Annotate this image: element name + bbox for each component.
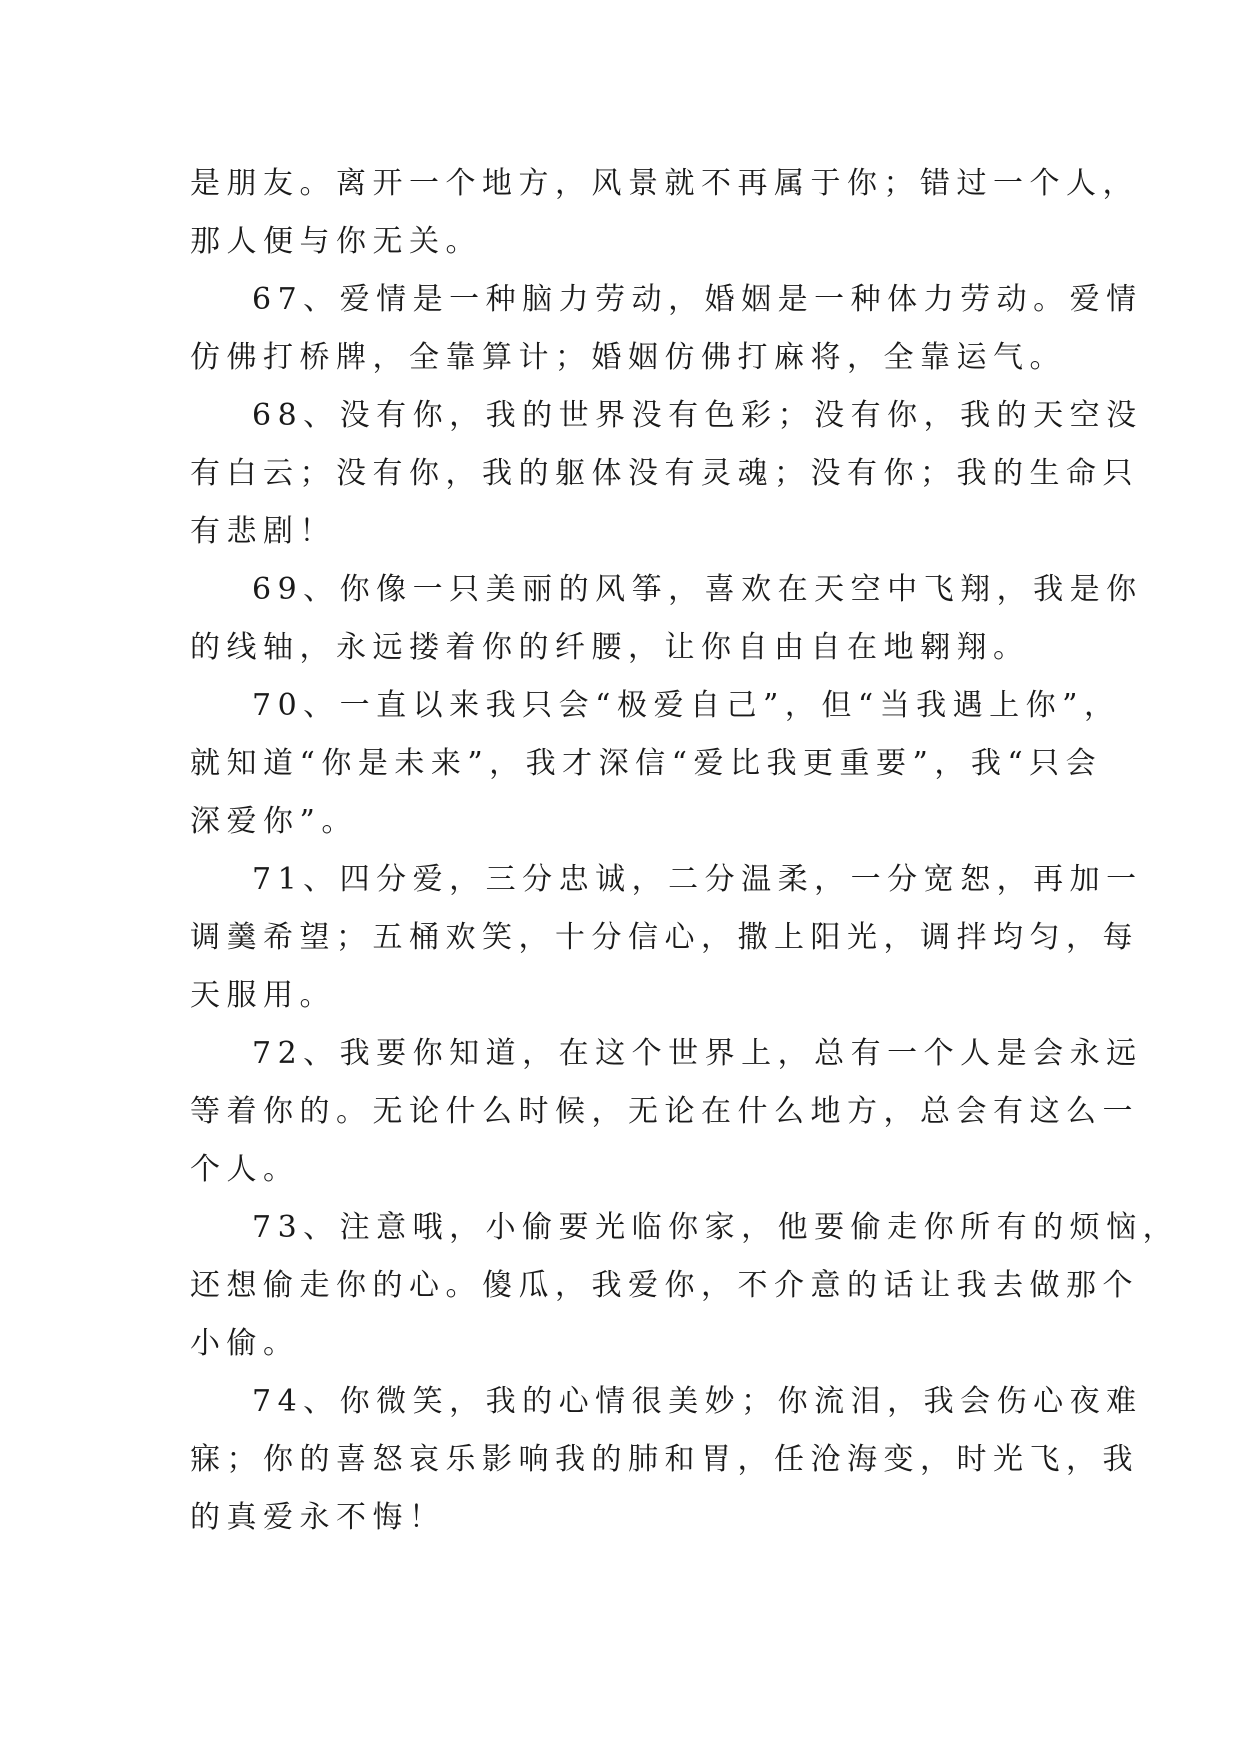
text-line: 深爱你”。 (190, 804, 358, 839)
paragraph-70 (190, 677, 1121, 851)
text-line: 还想偷走你的心。傻瓜，我爱你，不介意的话让我去做那个 (190, 1268, 1139, 1303)
text-line: 74、你微笑，我的心情很美妙；你流泪，我会伤心夜难 (252, 1384, 1143, 1419)
text-line: 等着你的。无论什么时候，无论在什么地方，总会有这么一 (190, 1094, 1139, 1129)
text-line: 的真爱永不悔！ (190, 1500, 446, 1535)
paragraph-74 (190, 1373, 1143, 1547)
text-line: 小偷。 (190, 1326, 300, 1361)
text-line: 68、没有你，我的世界没有色彩；没有你，我的天空没 (252, 398, 1143, 433)
text-line: 寐；你的喜怒哀乐影响我的肺和胃，任沧海变，时光飞，我 (190, 1442, 1139, 1477)
text-line: 有白云；没有你，我的躯体没有灵魂；没有你；我的生命只 (190, 456, 1139, 491)
text-line: 是朋友。离开一个地方，风景就不再属于你；错过一个人， (190, 166, 1139, 201)
text-line: 72、我要你知道，在这个世界上，总有一个人是会永远 (252, 1036, 1143, 1071)
paragraph-continuation (190, 155, 1139, 271)
text-line: 71、四分爱，三分忠诚，二分温柔，一分宽恕，再加一 (252, 862, 1143, 897)
text-line: 个人。 (190, 1152, 300, 1187)
document-page (190, 155, 1180, 1547)
text-line: 的线轴，永远搂着你的纤腰，让你自由自在地翱翔。 (190, 630, 1030, 665)
paragraph-71 (190, 851, 1143, 1025)
text-line: 有悲剧！ (190, 514, 336, 549)
text-line: 就知道“你是未来”，我才深信“爱比我更重要”，我“只会 (190, 746, 1103, 781)
text-line: 69、你像一只美丽的风筝，喜欢在天空中飞翔，我是你 (252, 572, 1143, 607)
text-line: 70、一直以来我只会“极爱自己”，但“当我遇上你”， (252, 688, 1121, 723)
text-line: 67、爱情是一种脑力劳动，婚姻是一种体力劳动。爱情 (252, 282, 1143, 317)
paragraph-69 (190, 561, 1143, 677)
text-line: 天服用。 (190, 978, 336, 1013)
paragraph-68 (190, 387, 1143, 561)
paragraph-67 (190, 271, 1143, 387)
text-line: 仿佛打桥牌，全靠算计；婚姻仿佛打麻将，全靠运气。 (190, 340, 1066, 375)
text-line: 调羹希望；五桶欢笑，十分信心，撒上阳光，调拌均匀，每 (190, 920, 1139, 955)
text-line: 那人便与你无关。 (190, 224, 482, 259)
text-line: 73、注意哦，小偷要光临你家，他要偷走你所有的烦恼， (252, 1210, 1180, 1245)
paragraph-72 (190, 1025, 1143, 1199)
paragraph-73 (190, 1199, 1180, 1373)
